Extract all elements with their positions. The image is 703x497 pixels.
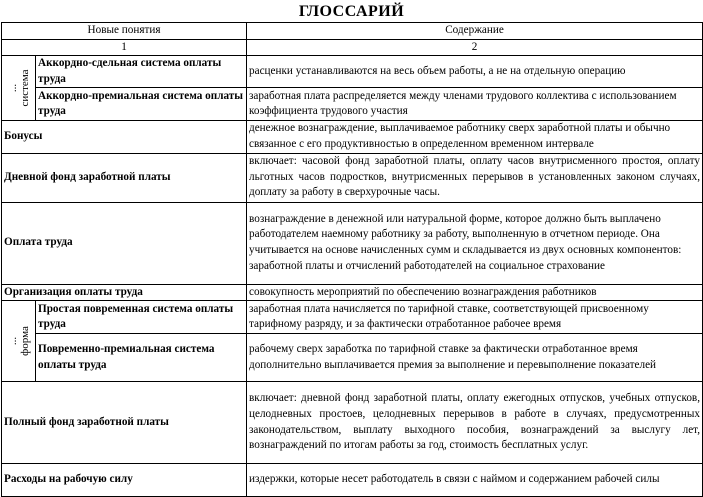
- definition-cell: включает: часовой фонд заработной платы, оплату часов внутрисменного простоя, оплату льготных часов подростков, внутрисменных перерывов в установленных законом случаях, доплату за работу в сверхурочные часы.: [247, 153, 703, 202]
- table-row: [2, 153, 703, 202]
- table-row: [2, 88, 703, 121]
- column-header-terms: Новые понятия: [2, 23, 247, 40]
- header-row: [2, 23, 703, 40]
- term-cell: Расходы на рабочую силу: [2, 464, 247, 497]
- column-header-content: Содержание: [247, 23, 703, 40]
- term-cell: Полный фонд заработной платы: [2, 382, 247, 464]
- table-row: [2, 202, 703, 284]
- column-number-1: 1: [2, 39, 247, 56]
- table-row: [2, 121, 703, 153]
- table-row: [2, 334, 703, 382]
- page-title: ГЛОССАРИЙ: [298, 3, 405, 20]
- definition-cell: включает: дневной фонд заработной платы, оплату ежегодных отпусков, учебных отпусков, целодневных простоев, целодневных перерывов в работе в случаях, предусмотренных законодательством, выплату выходного пособия, вознаграждений за выслугу лет, вознаграждений по итогам работы за год, стоимость бесплатных услуг.: [247, 382, 703, 464]
- term-cell: Организация оплаты труда: [2, 284, 247, 301]
- term-cell: Простая повременная система оплаты труда: [36, 301, 247, 334]
- definition-cell: расценки устанавливаются на весь объем работы, а не на отдельную операцию: [247, 56, 703, 88]
- term-cell: Аккордно-премиальная система оплаты труда: [36, 88, 247, 121]
- table-row: [2, 382, 703, 464]
- definition-cell: издержки, которые несет работодатель в связи с наймом и содержанием рабочей силы: [247, 464, 703, 497]
- group-label-sistema: ... система: [2, 56, 36, 121]
- table-row: [2, 464, 703, 497]
- column-number-row: [2, 39, 703, 56]
- definition-cell: вознаграждение в денежной или натуральной форме, которое должно быть выплачено работодателем наемному работнику за работу, выполненную в отчетном периоде. Она учитывается на основе начисленных сумм и складывается из двух основных компонентов: заработной платы и отчислений работодателей на социальное страхование: [247, 202, 703, 284]
- term-cell: Оплата труда: [2, 202, 247, 284]
- table-row: [2, 301, 703, 334]
- term-cell: Аккордно-сдельная система оплаты труда: [36, 56, 247, 88]
- definition-cell: заработная плата начисляется по тарифной ставке, соответствующей присвоенному тарифному разряду, и за фактически отработанное рабочее время: [247, 301, 703, 334]
- definition-cell: рабочему сверх заработка по тарифной ставке за фактически отработанное время дополнительно выплачивается премия за выполнение и перевыполнение показателей: [247, 334, 703, 382]
- term-cell: Повременно-премиальная система оплаты труда: [36, 334, 247, 382]
- group-label-forma: ... форма: [2, 301, 36, 382]
- definition-cell: совокупность мероприятий по обеспечению вознаграждения работников: [247, 284, 703, 301]
- glossary-table: [1, 22, 703, 497]
- column-number-2: 2: [247, 39, 703, 56]
- definition-cell: денежное вознаграждение, выплачиваемое работнику сверх заработной платы и обычно связанное с его продуктивностью в определенном временном интервале: [247, 121, 703, 153]
- definition-cell: заработная плата распределяется между членами трудового коллектива с использованием коэффициента трудового участия: [247, 88, 703, 121]
- table-row: [2, 56, 703, 88]
- table-row: [2, 284, 703, 301]
- term-cell: Бонусы: [2, 121, 247, 153]
- term-cell: Дневной фонд заработной платы: [2, 153, 247, 202]
